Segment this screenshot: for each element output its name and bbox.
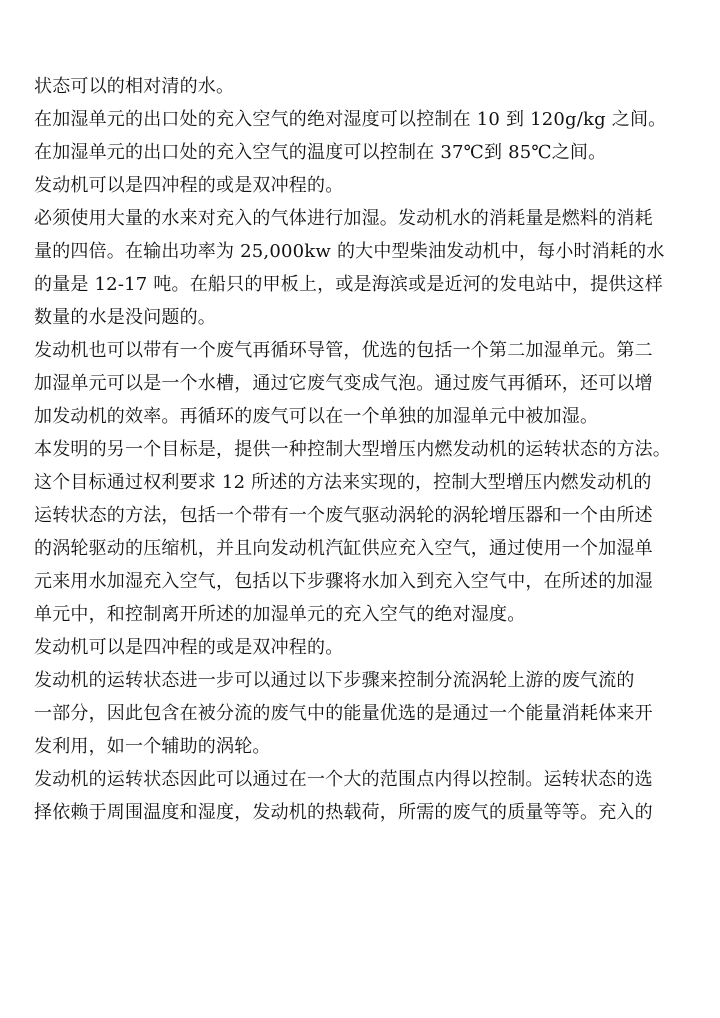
text-line: 运转状态的方法，包括一个带有一个废气驱动涡轮的涡轮增压器和一个由所述 [34, 505, 653, 526]
text-line: 本发明的另一个目标是，提供一种控制大型增压内燃发动机的运转状态的方法。 [34, 439, 671, 460]
text-line: 数量的水是没问题的。 [34, 307, 216, 328]
text-line: 状态可以的相对清的水。 [34, 76, 235, 97]
text-line: 在加湿单元的出口处的充入空气的温度可以控制在 37℃到 85℃之间。 [34, 142, 607, 163]
text-line: 这个目标通过权利要求 12 所述的方法来实现的，控制大型增压内燃发动机的 [34, 472, 652, 493]
text-line: 的量是 12-17 吨。在船只的甲板上，或是海滨或是近河的发电站中，提供这样 [34, 274, 663, 295]
text-line: 发利用，如一个辅助的涡轮。 [34, 736, 271, 757]
text-line: 元来用水加湿充入空气，包括以下步骤将水加入到充入空气中，在所述的加湿 [34, 571, 653, 592]
text-line: 在加湿单元的出口处的充入空气的绝对湿度可以控制在 10 到 120g/kg 之间。 [34, 109, 667, 130]
document-body [34, 70, 694, 829]
text-line: 必须使用大量的水来对充入的气体进行加湿。发动机水的消耗量是燃料的消耗 [34, 208, 653, 229]
text-line: 发动机也可以带有一个废气再循环导管，优选的包括一个第二加湿单元。第二 [34, 340, 653, 361]
text-line: 发动机的运转状态进一步可以通过以下步骤来控制分流涡轮上游的废气流的 [34, 670, 635, 691]
text-line: 单元中，和控制离开所述的加湿单元的充入空气的绝对湿度。 [34, 604, 526, 625]
text-line: 加湿单元可以是一个水槽，通过它废气变成气泡。通过废气再循环，还可以增 [34, 373, 653, 394]
text-line: 择依赖于周围温度和湿度，发动机的热载荷，所需的废气的质量等等。充入的 [34, 802, 653, 823]
text-line: 一部分，因此包含在被分流的废气中的能量优选的是通过一个能量消耗体来开 [34, 703, 653, 724]
text-line: 发动机的运转状态因此可以通过在一个大的范围点内得以控制。运转状态的选 [34, 769, 653, 790]
text-line: 的涡轮驱动的压缩机，并且向发动机汽缸供应充入空气，通过使用一个加湿单 [34, 538, 653, 559]
text-line: 发动机可以是四冲程的或是双冲程的。 [34, 637, 344, 658]
text-line: 加发动机的效率。再循环的废气可以在一个单独的加湿单元中被加湿。 [34, 406, 599, 427]
text-line: 发动机可以是四冲程的或是双冲程的。 [34, 175, 344, 196]
text-line: 量的四倍。在输出功率为 25,000kw 的大中型柴油发动机中，每小时消耗的水 [34, 241, 665, 262]
